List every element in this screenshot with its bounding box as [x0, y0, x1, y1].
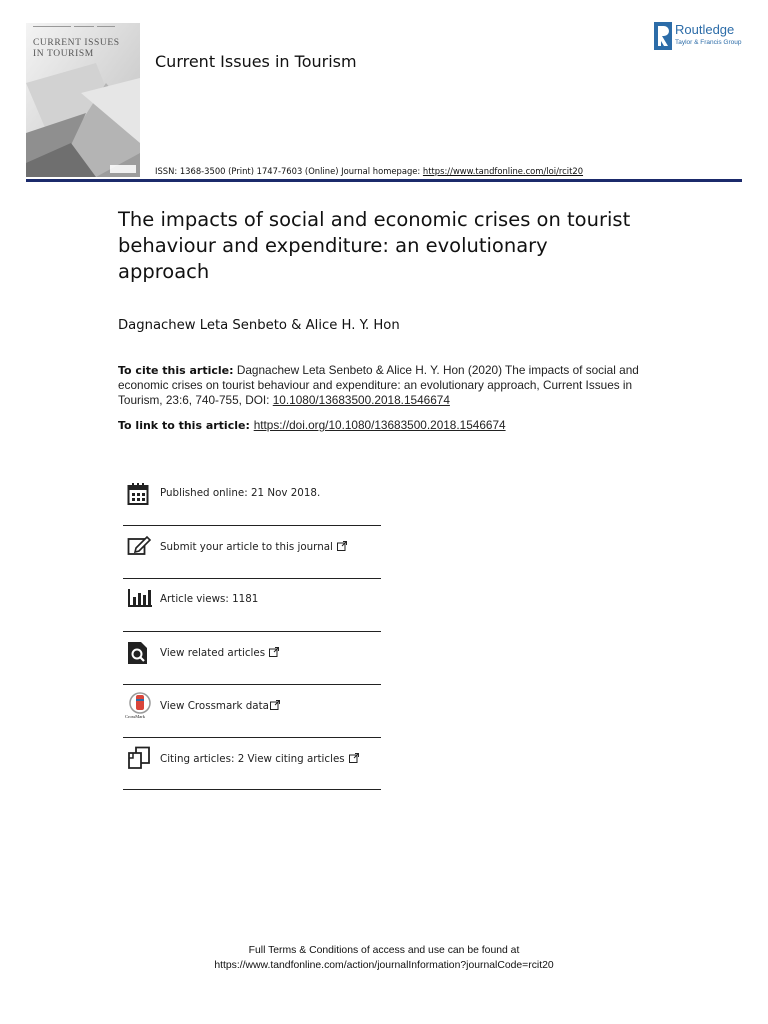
- edit-icon: [127, 535, 151, 557]
- header-rule: [26, 179, 742, 182]
- footer: [0, 943, 768, 973]
- journal-name: Current Issues in Tourism: [155, 52, 357, 71]
- issn-line: [155, 166, 583, 176]
- external-link-icon: [269, 647, 279, 657]
- divider: [123, 789, 381, 790]
- external-link-icon: [337, 541, 347, 551]
- cite-text: Dagnachew Leta Senbeto & Alice H. Y. Hon (2020) The impacts of social and economic crises on tourist behaviour and expenditure: an evolutionary approach, Current Issues in Tourism, 23:6, 740-755, DOI:: [118, 363, 639, 407]
- document-search-icon: [127, 641, 149, 665]
- external-link-icon: [349, 753, 359, 763]
- journal-homepage-link[interactable]: https://www.tandfonline.com/loi/rcit20: [422, 166, 584, 176]
- divider: [123, 684, 381, 685]
- bar-chart-icon: [127, 587, 153, 609]
- cover-top-lines: [33, 26, 133, 30]
- calendar-icon: [127, 482, 149, 506]
- link-block: [118, 418, 506, 432]
- divider: [123, 578, 381, 579]
- article-views-row: [123, 587, 381, 617]
- footer-line1: Full Terms & Conditions of access and use can be found at: [248, 945, 520, 956]
- published-online-text: Published online: 21 Nov 2018.: [160, 487, 321, 499]
- doi-link[interactable]: 10.1080/13683500.2018.1546674: [272, 393, 450, 407]
- submit-article-link[interactable]: Submit your article to this journal: [160, 541, 347, 553]
- doi-url-link[interactable]: https://doi.org/10.1080/13683500.2018.1546674: [253, 418, 506, 432]
- issn-text: ISSN: 1368-3500 (Print) 1747-7603 (Online) Journal homepage:: [155, 166, 423, 176]
- link-label: To link to this article:: [118, 419, 254, 432]
- crossmark-link[interactable]: View Crossmark data: [160, 700, 280, 712]
- article-title: The impacts of social and economic crises on tourist behaviour and expenditure: an evolutionary approach: [118, 208, 631, 283]
- publisher-subtitle: Taylor & Francis Group: [675, 39, 742, 46]
- crossmark-row[interactable]: [123, 692, 381, 722]
- citation-block: [118, 363, 678, 408]
- publisher-name: Routledge: [675, 22, 735, 37]
- divider: [123, 631, 381, 632]
- related-articles-row[interactable]: [123, 640, 381, 670]
- submit-article-row[interactable]: [123, 534, 381, 564]
- article-authors: Dagnachew Leta Senbeto & Alice H. Y. Hon: [118, 318, 400, 333]
- crossmark-icon-label: CrossMark: [125, 714, 145, 719]
- citing-articles-row[interactable]: [123, 745, 381, 775]
- divider: [123, 525, 381, 526]
- citing-articles-link[interactable]: Citing articles: 2 View citing articles: [160, 753, 359, 765]
- external-link-icon: [270, 700, 280, 710]
- citing-articles-icon: [127, 746, 153, 770]
- routledge-logo[interactable]: [654, 22, 754, 52]
- cover-title: CURRENT ISSUES IN TOURISM: [33, 38, 120, 59]
- footer-terms-link[interactable]: https://www.tandfonline.com/action/journalInformation?journalCode=rcit20: [214, 960, 554, 971]
- published-online-row: [123, 480, 381, 510]
- cite-label: To cite this article:: [118, 364, 234, 377]
- journal-cover-image: [26, 23, 140, 177]
- related-articles-link[interactable]: View related articles: [160, 647, 279, 659]
- divider: [123, 737, 381, 738]
- routledge-r-icon: [654, 22, 672, 50]
- article-views-text: Article views: 1181: [160, 593, 259, 605]
